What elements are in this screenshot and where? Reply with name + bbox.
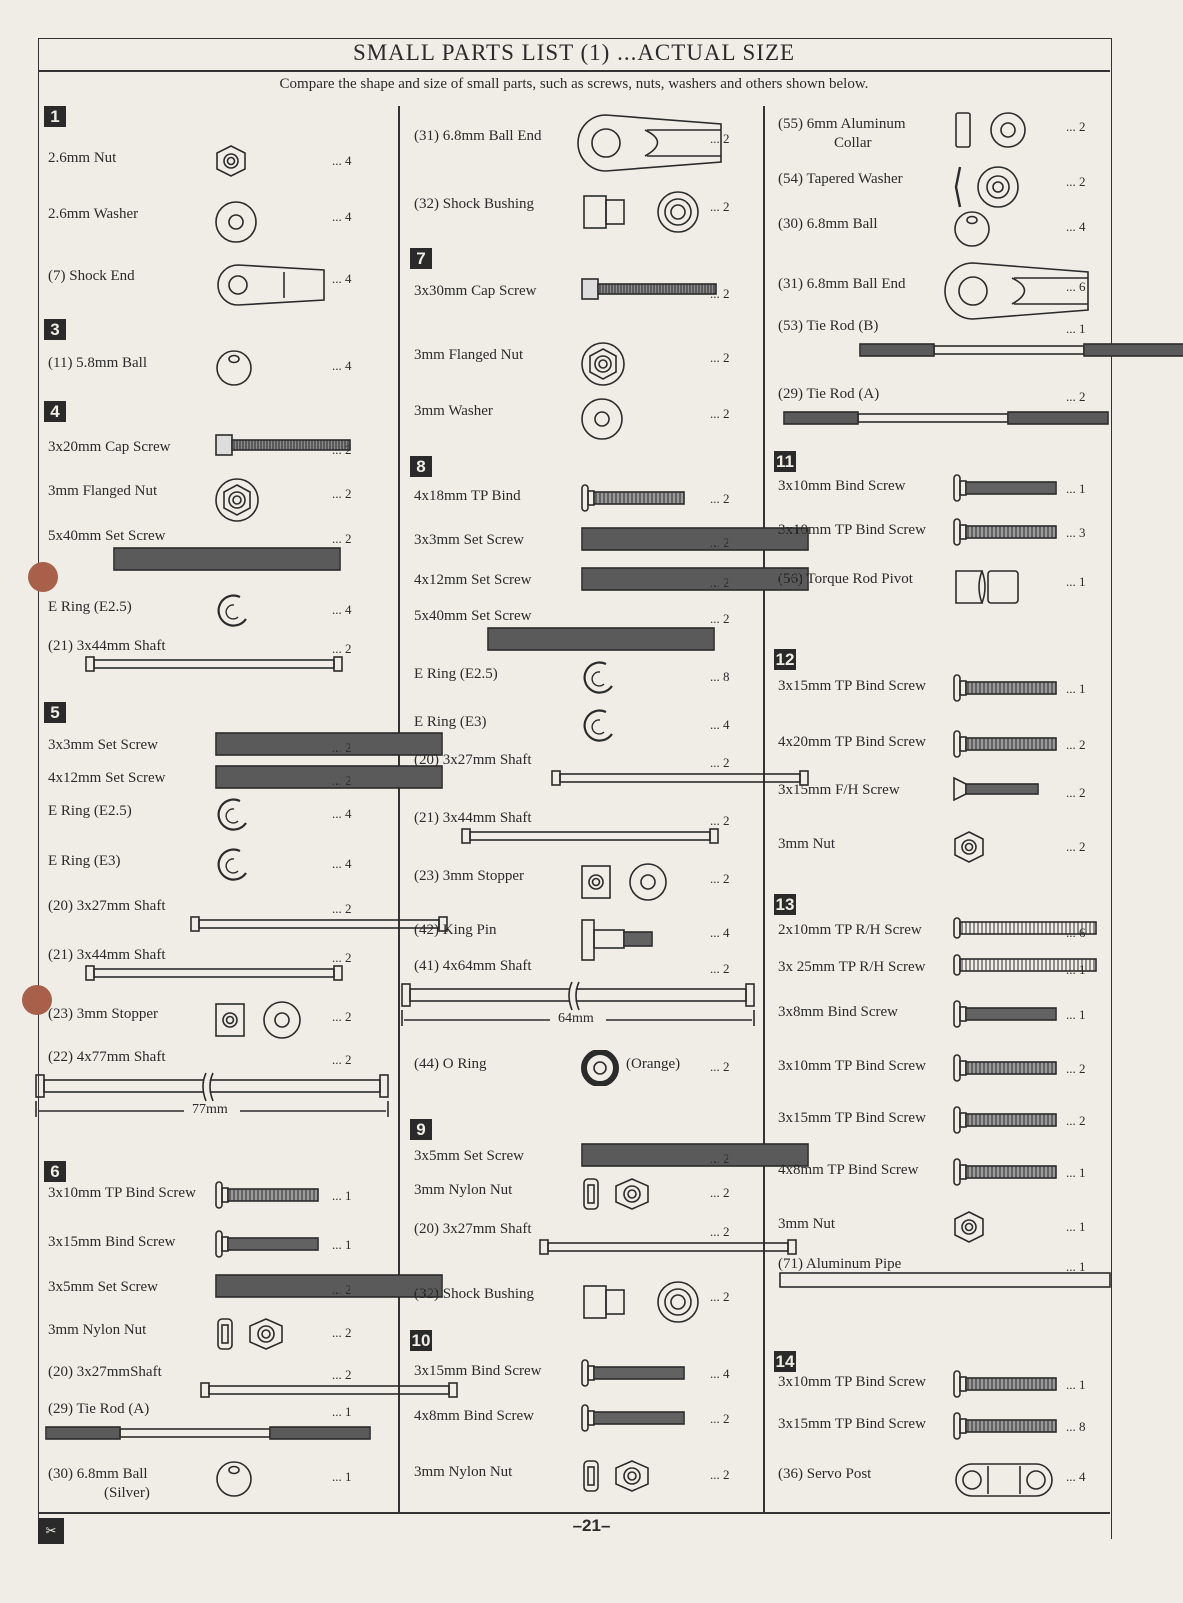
- part-quantity: ... 1: [332, 1188, 352, 1203]
- part-quantity: ... 2: [710, 491, 730, 506]
- part-label: 3x15mm Bind Screw: [414, 1363, 542, 1379]
- part-quantity: ... 4: [710, 717, 730, 732]
- part-label: 4x8mm TP Bind Screw: [778, 1162, 919, 1178]
- part-quantity: ... 4: [332, 271, 352, 286]
- part-quantity: ... 2: [332, 531, 352, 546]
- washer-icon: [214, 200, 258, 249]
- part-label: E Ring (E2.5): [48, 803, 132, 819]
- part-label: 3x15mm F/H Screw: [778, 782, 900, 798]
- part-quantity: ... 3: [1066, 525, 1086, 540]
- part-quantity: ... 1: [1066, 1377, 1086, 1392]
- shaft-icon: [538, 1237, 798, 1262]
- part-label: (20) 3x27mm Shaft: [414, 1221, 532, 1237]
- part-label: (53) Tie Rod (B): [778, 318, 879, 334]
- part-label: (21) 3x44mm Shaft: [414, 810, 532, 826]
- part-label: (30) 6.8mm Ball: [778, 216, 878, 232]
- set-screw-icon: [112, 546, 342, 577]
- hex-nut-icon: [952, 830, 986, 869]
- part-label: 3x15mm TP Bind Screw: [778, 1416, 926, 1432]
- part-quantity: ... 4: [332, 856, 352, 871]
- part-label: (42) King Pin: [414, 922, 497, 938]
- part-quantity: ... 2: [1066, 1061, 1086, 1076]
- part-label: (31) 6.8mm Ball End: [414, 128, 542, 144]
- part-label: (54) Tapered Washer: [778, 171, 903, 187]
- part-quantity: ... 4: [332, 602, 352, 617]
- part-quantity: ... 4: [332, 153, 352, 168]
- hex-nut-icon: [952, 1210, 986, 1249]
- part-label: 3mm Flanged Nut: [48, 483, 158, 499]
- part-quantity: ... 4: [710, 1366, 730, 1381]
- section-number-badge: 4: [44, 401, 66, 422]
- set-screw-icon: [214, 731, 444, 762]
- set-screw-icon: [580, 566, 810, 597]
- part-quantity: ... 8: [710, 669, 730, 684]
- tie-rod-icon: [858, 340, 1183, 365]
- e-ring-icon: [580, 708, 620, 749]
- part-quantity: ... 4: [1066, 219, 1086, 234]
- e-ring-icon: [214, 797, 254, 838]
- part-quantity: ... 2: [710, 1411, 730, 1426]
- part-label: 3x15mm Bind Screw: [48, 1234, 176, 1250]
- part-label: 5x40mm Set Screw: [414, 608, 532, 624]
- part-quantity: ... 1: [1066, 1259, 1086, 1274]
- collar-icon: [952, 110, 1032, 155]
- part-label: (20) 3x27mm Shaft: [414, 752, 532, 768]
- part-label: (32) Shock Bushing: [414, 196, 534, 212]
- part-quantity: ... 2: [710, 1467, 730, 1482]
- page-title: SMALL PARTS LIST (1) ...ACTUAL SIZE: [352, 40, 796, 65]
- part-label: (55) 6mm Aluminum: [778, 116, 906, 132]
- part-quantity: ... 2: [332, 1282, 352, 1297]
- shaft-icon: [550, 768, 810, 793]
- part-label: 3x10mm TP Bind Screw: [778, 522, 926, 538]
- part-quantity: ... 2: [332, 901, 352, 916]
- part-label: (71) Aluminum Pipe: [778, 1256, 902, 1272]
- section-number-badge: 5: [44, 702, 66, 723]
- part-quantity: ... 6: [1066, 279, 1086, 294]
- part-label: (21) 3x44mm Shaft: [48, 638, 166, 654]
- servo-post-icon: [952, 1460, 1056, 1505]
- part-label: 3x10mm TP Bind Screw: [48, 1185, 196, 1201]
- part-quantity: ... 4: [332, 209, 352, 224]
- e-ring-icon: [214, 593, 254, 634]
- part-quantity: ... 1: [1066, 321, 1086, 336]
- part-label: 4x12mm Set Screw: [48, 770, 166, 786]
- part-label: 3x15mm TP Bind Screw: [778, 678, 926, 694]
- ball-end-icon: [575, 112, 725, 179]
- part-label: 3x10mm TP Bind Screw: [778, 1374, 926, 1390]
- part-label: 3x20mm Cap Screw: [48, 439, 171, 455]
- bushing-icon: [580, 190, 710, 239]
- section-number-badge: 7: [410, 248, 432, 269]
- part-quantity: ... 2: [710, 755, 730, 770]
- dimension-label: 77mm: [192, 1102, 228, 1117]
- part-label: 4x12mm Set Screw: [414, 572, 532, 588]
- part-quantity: ... 2: [710, 406, 730, 421]
- shaft-icon: [84, 654, 344, 679]
- tie-rod-icon: [782, 408, 1112, 433]
- title-bar: [38, 38, 1110, 72]
- section-number-badge: 13: [775, 895, 795, 914]
- part-quantity: ... 2: [710, 199, 730, 214]
- part-label: (29) Tie Rod (A): [778, 386, 880, 402]
- hex-nut-icon: [214, 144, 248, 183]
- part-label: 2.6mm Nut: [48, 150, 117, 166]
- set-screw-icon: [486, 626, 716, 657]
- shaft-icon: [189, 914, 449, 939]
- set-screw-icon: [580, 1142, 810, 1173]
- tp-screw-icon: [214, 1179, 324, 1216]
- bottom-rule: [38, 1512, 1110, 1514]
- section-number-badge: 3: [44, 319, 66, 340]
- part-quantity: ... 2: [710, 1185, 730, 1200]
- part-quantity: ... 2: [332, 1052, 352, 1067]
- part-quantity: ... 2: [710, 575, 730, 590]
- section-number-badge: 14: [775, 1352, 795, 1371]
- binder-hole: [28, 562, 58, 592]
- part-label: (36) Servo Post: [778, 1466, 872, 1482]
- tp-screw-icon: [952, 728, 1062, 765]
- part-quantity: ... 4: [332, 358, 352, 373]
- fh-screw-icon: [952, 776, 1042, 807]
- part-label: 2x10mm TP R/H Screw: [778, 922, 922, 938]
- part-quantity: ... 1: [332, 1237, 352, 1252]
- bind-screw-icon: [952, 998, 1062, 1035]
- part-quantity: ... 1: [1066, 962, 1086, 977]
- pivot-icon: [952, 565, 1022, 614]
- part-label: E Ring (E2.5): [48, 599, 132, 615]
- part-quantity: ... 6: [1066, 925, 1086, 940]
- shaft-icon: [460, 826, 720, 851]
- washer-icon: [580, 397, 624, 446]
- part-label: E Ring (E2.5): [414, 666, 498, 682]
- nylon-nut-icon: [580, 1176, 656, 1217]
- nylon-nut-icon: [214, 1316, 290, 1357]
- part-quantity: ... 2: [710, 350, 730, 365]
- part-label: 3mm Nylon Nut: [48, 1322, 147, 1338]
- column-divider: [763, 106, 765, 1512]
- part-quantity: ... 2: [332, 950, 352, 965]
- part-quantity: ... 2: [1066, 1113, 1086, 1128]
- part-quantity: ... 2: [332, 486, 352, 501]
- stopper-icon: [580, 862, 670, 907]
- part-label: 3x15mm TP Bind Screw: [778, 1110, 926, 1126]
- part-label: 5x40mm Set Screw: [48, 528, 166, 544]
- part-label: 3mm Flanged Nut: [414, 347, 524, 363]
- part-quantity: ... 2: [710, 1224, 730, 1239]
- part-label: (44) O Ring: [414, 1056, 487, 1072]
- part-label: E Ring (E3): [48, 853, 121, 869]
- section-number-badge: 10: [411, 1331, 431, 1350]
- part-quantity: ... 1: [332, 1469, 352, 1484]
- part-quantity: ... 2: [332, 641, 352, 656]
- flanged-nut-icon: [580, 341, 626, 392]
- part-quantity: ... 2: [710, 131, 730, 146]
- part-quantity: ... 2: [710, 1059, 730, 1074]
- part-quantity: ... 2: [710, 871, 730, 886]
- section-number-badge: 8: [410, 456, 432, 477]
- part-quantity: ... 4: [1066, 1469, 1086, 1484]
- part-label: (41) 4x64mm Shaft: [414, 958, 532, 974]
- part-quantity: ... 1: [1066, 681, 1086, 696]
- flanged-nut-icon: [214, 477, 260, 528]
- part-quantity: ... 2: [710, 813, 730, 828]
- part-label: 3x3mm Set Screw: [414, 532, 524, 548]
- tapered-washer-icon: [952, 165, 1032, 214]
- tp-screw-icon: [952, 1052, 1062, 1089]
- ball-icon: [214, 1460, 254, 1503]
- part-label: 3mm Washer: [414, 403, 493, 419]
- part-label: 3x10mm TP Bind Screw: [778, 1058, 926, 1074]
- dimension-label: 64mm: [558, 1011, 594, 1026]
- part-quantity: ... 2: [1066, 389, 1086, 404]
- shaft-icon: [84, 963, 344, 988]
- part-label: 3x8mm Bind Screw: [778, 1004, 898, 1020]
- part-quantity: ... 2: [710, 286, 730, 301]
- part-quantity: ... 2: [1066, 785, 1086, 800]
- part-label: (29) Tie Rod (A): [48, 1401, 150, 1417]
- part-label: (22) 4x77mm Shaft: [48, 1049, 166, 1065]
- part-quantity: ... 2: [710, 611, 730, 626]
- part-quantity: ... 2: [1066, 839, 1086, 854]
- part-label: (30) 6.8mm Ball: [48, 1466, 148, 1482]
- e-ring-icon: [214, 847, 254, 888]
- part-quantity: ... 1: [1066, 481, 1086, 496]
- bind-screw-icon: [214, 1228, 324, 1265]
- section-number-badge: 9: [410, 1119, 432, 1140]
- tp-screw-icon: [952, 1156, 1062, 1193]
- part-quantity: ... 1: [1066, 574, 1086, 589]
- part-label: (20) 3x27mmShaft: [48, 1364, 162, 1380]
- bind-screw-icon: [580, 1357, 690, 1394]
- part-label: 3mm Nut: [778, 1216, 836, 1232]
- bind-screw-icon: [952, 472, 1062, 509]
- page-number: –21–: [572, 1516, 611, 1535]
- part-label: 4x8mm Bind Screw: [414, 1408, 534, 1424]
- part-quantity: ... 1: [1066, 1165, 1086, 1180]
- part-label: 4x20mm TP Bind Screw: [778, 734, 926, 750]
- part-quantity: ... 2: [332, 1325, 352, 1340]
- bind-screw-icon: [580, 1402, 690, 1439]
- tp-screw-icon: [952, 672, 1062, 709]
- part-label-line2: (Silver): [104, 1485, 150, 1501]
- section-number-badge: 11: [774, 451, 796, 472]
- part-label-line2: Collar: [834, 135, 872, 151]
- part-quantity: ... 2: [332, 1009, 352, 1024]
- part-quantity: ... 1: [1066, 1219, 1086, 1234]
- part-label: (21) 3x44mm Shaft: [48, 947, 166, 963]
- part-label: 3x5mm Set Screw: [414, 1148, 524, 1164]
- part-label: 2.6mm Washer: [48, 206, 139, 222]
- part-label: (23) 3mm Stopper: [48, 1006, 158, 1022]
- part-quantity: ... 2: [332, 773, 352, 788]
- part-quantity: ... 2: [332, 442, 352, 457]
- e-ring-icon: [580, 660, 620, 701]
- part-quantity: ... 2: [1066, 174, 1086, 189]
- part-label: (32) Shock Bushing: [414, 1286, 534, 1302]
- color-note: (Orange): [626, 1056, 681, 1072]
- part-quantity: ... 2: [332, 1367, 352, 1382]
- part-label: 3x5mm Set Screw: [48, 1279, 158, 1295]
- section-number-badge: 12: [775, 650, 795, 669]
- part-label: (23) 3mm Stopper: [414, 868, 524, 884]
- stopper-icon: [214, 1000, 304, 1045]
- section-number-badge: 6: [44, 1161, 66, 1182]
- part-label: (7) Shock End: [48, 268, 135, 284]
- page-subtitle: Compare the shape and size of small parts, such as screws, nuts, washers and others shown below.: [279, 76, 869, 92]
- shaft-icon: [199, 1380, 459, 1405]
- tp-screw-icon: [952, 1368, 1062, 1405]
- ball-icon: [214, 349, 254, 392]
- tp-screw-icon: [952, 1410, 1062, 1447]
- part-quantity: ... 1: [332, 1404, 352, 1419]
- part-label: 3mm Nylon Nut: [414, 1464, 513, 1480]
- part-quantity: ... 2: [710, 1151, 730, 1166]
- part-label: 3x10mm Bind Screw: [778, 478, 906, 494]
- part-label: 3x30mm Cap Screw: [414, 283, 537, 299]
- part-quantity: ... 4: [710, 925, 730, 940]
- scissors-icon: ✂: [38, 1518, 64, 1544]
- king-pin-icon: [580, 916, 656, 969]
- part-label: (20) 3x27mm Shaft: [48, 898, 166, 914]
- part-label: 3mm Nylon Nut: [414, 1182, 513, 1198]
- pipe-icon: [778, 1270, 1114, 1295]
- part-label: 3mm Nut: [778, 836, 836, 852]
- part-label: (56) Torque Rod Pivot: [778, 571, 913, 587]
- part-label: (31) 6.8mm Ball End: [778, 276, 906, 292]
- part-quantity: ... 2: [332, 740, 352, 755]
- part-quantity: ... 2: [710, 1289, 730, 1304]
- section-number-badge: 1: [44, 106, 66, 127]
- part-label: 3x 25mm TP R/H Screw: [778, 959, 926, 975]
- ball-icon: [952, 210, 992, 253]
- part-quantity: ... 2: [1066, 737, 1086, 752]
- part-quantity: ... 2: [1066, 119, 1086, 134]
- part-label: E Ring (E3): [414, 714, 487, 730]
- tp-screw-icon: [952, 1104, 1062, 1141]
- part-label: 4x18mm TP Bind: [414, 488, 521, 504]
- set-screw-icon: [580, 526, 810, 557]
- part-quantity: ... 2: [710, 961, 730, 976]
- tp-screw-icon: [580, 482, 690, 519]
- part-label: (11) 5.8mm Ball: [48, 355, 148, 371]
- part-label: 3x3mm Set Screw: [48, 737, 158, 753]
- tp-screw-icon: [952, 516, 1062, 553]
- cap-screw-icon: [580, 277, 720, 306]
- part-quantity: ... 8: [1066, 1419, 1086, 1434]
- shock-end-icon: [214, 262, 328, 313]
- part-quantity: ... 4: [332, 806, 352, 821]
- set-screw-icon: [214, 1273, 444, 1304]
- o-ring-icon: [580, 1050, 620, 1091]
- part-quantity: ... 2: [710, 535, 730, 550]
- tie-rod-icon: [44, 1423, 374, 1448]
- set-screw-icon: [214, 764, 444, 795]
- nylon-nut-icon: [580, 1458, 656, 1499]
- bushing-icon: [580, 1280, 710, 1329]
- part-quantity: ... 1: [1066, 1007, 1086, 1022]
